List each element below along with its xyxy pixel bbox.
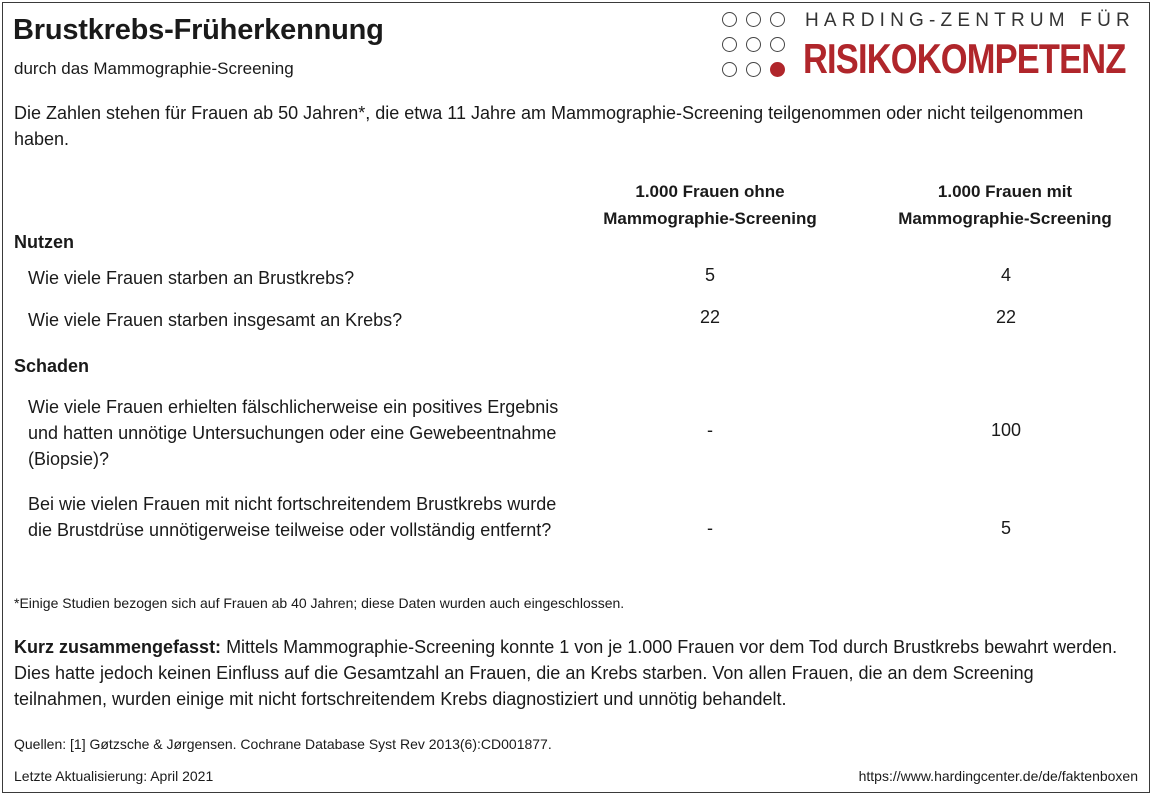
value-without: - <box>707 518 713 538</box>
logo-text-top: HARDING-ZENTRUM FÜR <box>805 10 1135 31</box>
page-title: Brustkrebs-Früherkennung <box>13 14 384 46</box>
column-header-line: Mammographie-Screening <box>603 209 817 228</box>
logo-dots-icon <box>722 12 800 78</box>
sources: Quellen: [1] Gøtzsche & Jørgensen. Cochrane Database Syst Rev 2013(6):CD001877. <box>14 736 552 752</box>
section-heading-harm: Schaden <box>14 356 90 376</box>
logo-text-bottom: RISIKOKOMPETENZ <box>803 35 1126 82</box>
section-heading-benefit: Nutzen <box>14 232 74 252</box>
last-updated: Letzte Aktualisierung: April 2021 <box>14 768 214 784</box>
table-row-question: Wie viele Frauen erhielten fälschlicherweise ein positives Ergebnis und hatten unnötige Untersuchungen oder eine Gewebeentnahme (Biopsie)? <box>28 397 559 469</box>
page-subtitle: durch das Mammographie-Screening <box>14 59 294 78</box>
value-with: 100 <box>990 420 1022 440</box>
column-header-line: 1.000 Frauen mit <box>937 182 1073 201</box>
summary <box>14 634 1124 712</box>
value-without: 5 <box>704 265 715 285</box>
table-row-question: Wie viele Frauen starben an Brustkrebs? <box>28 268 355 288</box>
intro-text: Die Zahlen stehen für Frauen ab 50 Jahren*, die etwa 11 Jahre am Mammographie-Screening teilgenommen oder nicht teilgenommen haben. <box>14 103 1084 149</box>
value-with: 22 <box>995 307 1017 327</box>
value-with: 4 <box>1000 265 1011 285</box>
summary-label: Kurz zusammengefasst: <box>14 637 222 657</box>
source-url-link[interactable]: https://www.hardingcenter.de/de/faktenboxen <box>858 768 1138 784</box>
column-header-line: 1.000 Frauen ohne <box>635 182 785 201</box>
column-header-with <box>860 178 1150 232</box>
footnote: *Einige Studien bezogen sich auf Frauen ab 40 Jahren; diese Daten wurden auch eingeschlossen. <box>14 595 625 611</box>
column-header-line: Mammographie-Screening <box>898 209 1112 228</box>
harding-center-logo <box>722 10 1140 82</box>
table-row-question: Bei wie vielen Frauen mit nicht fortschreitendem Brustkrebs wurde die Brustdrüse unnötigerweise teilweise oder vollständig entfernt? <box>28 494 557 540</box>
table-row-question: Wie viele Frauen starben insgesamt an Krebs? <box>28 310 403 330</box>
value-without: - <box>707 420 713 440</box>
summary-text: Mittels Mammographie-Screening konnte 1 von je 1.000 Frauen vor dem Tod durch Brustkrebs bewahrt werden. Dies hatte jedoch keinen Einfluss auf die Gesamtzahl an Frauen, die an Krebs starben. Von allen Frauen, die an dem Screening teilnahmen, wurden einige mit nicht fortschreitendem Krebs diagnostiziert und unnötig behandelt. <box>14 637 1118 709</box>
value-with: 5 <box>1000 518 1011 538</box>
value-without: 22 <box>699 307 721 327</box>
column-header-without <box>565 178 855 232</box>
